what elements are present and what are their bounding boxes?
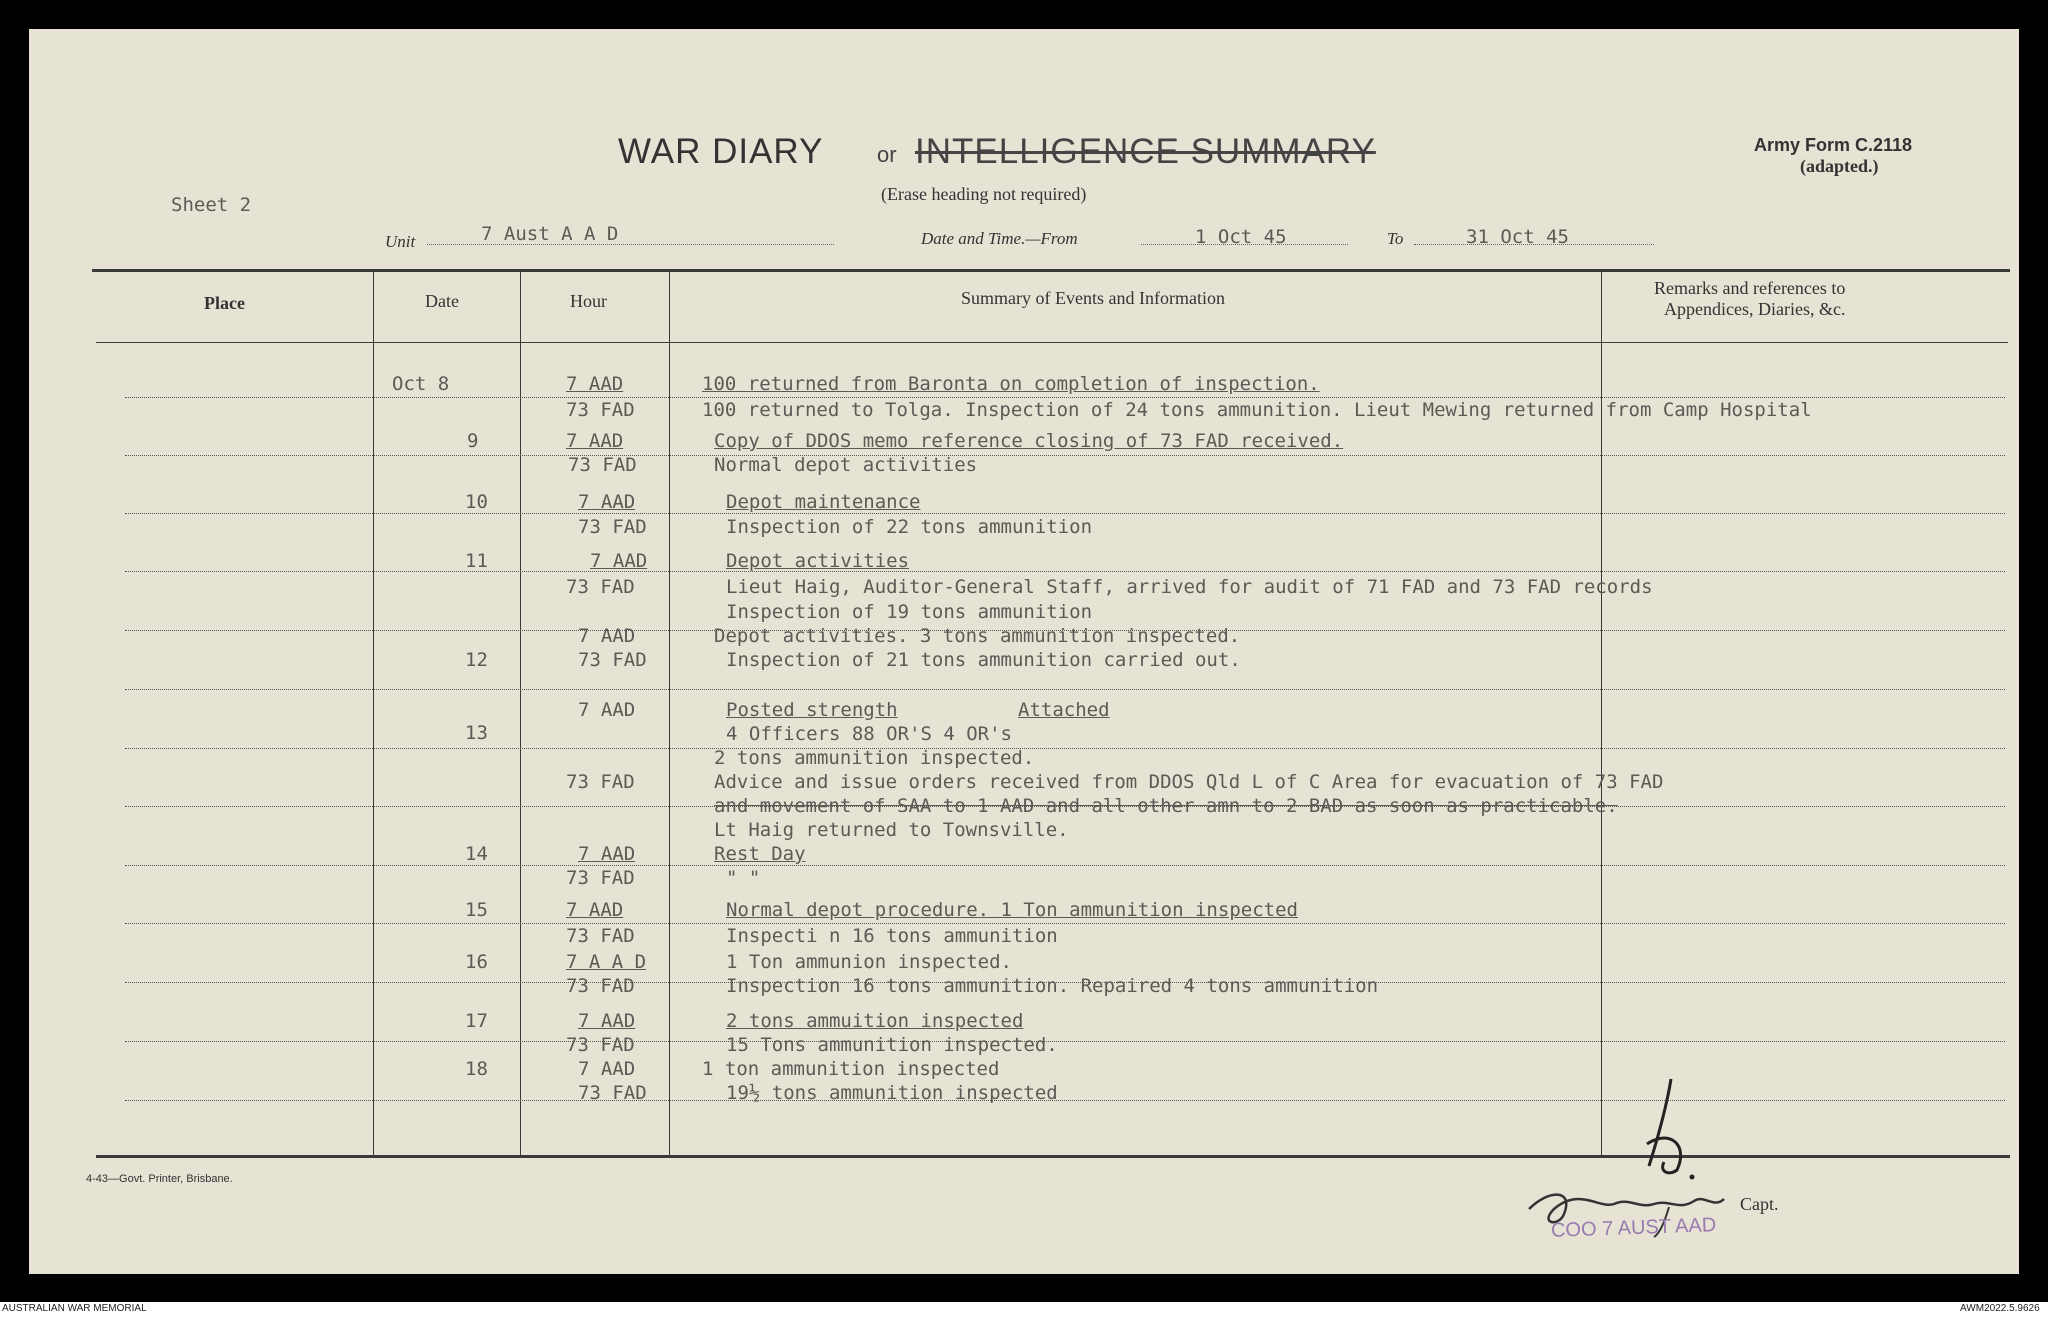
entry-summary: Depot activities. 3 tons ammunition inspected.	[714, 625, 1241, 647]
entry-summary: 2 tons ammunition inspected.	[714, 747, 1035, 769]
entry-date: 10	[465, 491, 488, 513]
army-form-label: Army Form C.2118	[1754, 135, 1913, 155]
entry-unit: 7 AAD	[578, 1058, 636, 1080]
archive-name: AUSTRALIAN WAR MEMORIAL	[2, 1303, 147, 1314]
entry-date: Oct 8	[392, 373, 450, 395]
entry-summary: " "	[726, 867, 761, 889]
entry-summary: Depot maintenance	[726, 491, 921, 513]
entry-unit: 7 AAD	[578, 491, 636, 513]
title-intelligence-summary: INTELLIGENCE SUMMARY	[915, 132, 1376, 171]
entry-unit: 73 FAD	[568, 454, 637, 476]
entry-date: 12	[465, 649, 488, 671]
sheet-number: Sheet 2	[171, 194, 252, 216]
col-hour: Hour	[570, 291, 607, 311]
unit-value: 7 Aust A A D	[481, 223, 619, 245]
signature-rank: Capt.	[1740, 1194, 1779, 1214]
entry-unit: 73 FAD	[566, 399, 635, 421]
entry-summary: 4 Officers 88 OR'S 4 OR's	[726, 723, 1012, 745]
adapted-label: (adapted.)	[1800, 156, 1879, 176]
entry-summary: 2 tons ammuition inspected	[726, 1010, 1024, 1032]
entry-date: 16	[465, 951, 488, 973]
entry-date: 14	[465, 843, 488, 865]
entry-unit: 73 FAD	[566, 1034, 635, 1056]
entry-summary: 19½ tons ammunition inspected	[726, 1082, 1058, 1104]
entry-unit: 73 FAD	[578, 649, 647, 671]
entry-posted-strength: Posted strength	[726, 699, 898, 721]
entry-summary: 1 ton ammunition inspected	[702, 1058, 1000, 1080]
entry-unit: 73 FAD	[578, 1082, 647, 1104]
entry-date: 15	[465, 899, 488, 921]
entry-summary: Inspection of 22 tons ammunition	[726, 516, 1093, 538]
entry-summary: Normal depot activities	[714, 454, 978, 476]
entry-summary: Lt Haig returned to Townsville.	[714, 819, 1069, 841]
entry-unit: 7 AAD	[578, 699, 636, 721]
entry-date: 17	[465, 1010, 488, 1032]
entry-summary: Inspection of 21 tons ammunition carried out.	[726, 649, 1241, 671]
entry-summary: Rest Day	[714, 843, 806, 865]
initials-mark	[1629, 1074, 1719, 1184]
entry-unit: 73 FAD	[566, 771, 635, 793]
entry-summary: Lieut Haig, Auditor-General Staff, arrived for audit of 71 FAD and 73 FAD records	[726, 576, 1653, 598]
entry-attached: Attached	[1018, 699, 1110, 721]
entry-summary: and movement of SAA to 1 AAD and all other amn to 2 BAD as soon as practicable.	[714, 795, 1618, 817]
entry-unit: 7 AAD	[578, 1010, 636, 1032]
to-label: To	[1387, 229, 1404, 248]
title-or: or	[877, 142, 897, 167]
entry-summary: Depot activities	[726, 550, 910, 572]
entry-summary: Inspection 16 tons ammunition. Repaired 4 tons ammunition	[726, 975, 1379, 997]
entry-summary: Copy of DDOS memo reference closing of 73 FAD received.	[714, 430, 1344, 452]
entry-summary: Advice and issue orders received from DDOS Qld L of C Area for evacuation of 73 FAD	[714, 771, 1664, 793]
entry-summary: Inspection of 19 tons ammunition	[726, 601, 1093, 623]
entry-unit: 73 FAD	[566, 576, 635, 598]
entry-unit: 7 AAD	[578, 843, 636, 865]
col-remarks-line2: Appendices, Diaries, &c.	[1664, 299, 1846, 319]
entry-unit: 7 AAD	[566, 373, 624, 395]
accession-number: AWM2022.5.9626	[1960, 1303, 2040, 1314]
entry-unit: 7 AAD	[590, 550, 648, 572]
entry-summary: Normal depot procedure. 1 Ton ammunition inspected	[726, 899, 1298, 921]
entry-unit: 73 FAD	[566, 867, 635, 889]
entry-summary: 100 returned to Tolga. Inspection of 24 tons ammunition. Lieut Mewing returned from Camp Hospital	[702, 399, 1812, 421]
date-to-value: 31 Oct 45	[1466, 226, 1569, 248]
entry-unit: 7 AAD	[566, 899, 624, 921]
entry-summary: 100 returned from Baronta on completion of inspection.	[702, 373, 1320, 395]
col-remarks-line1: Remarks and references to	[1654, 278, 1846, 298]
entry-unit: 73 FAD	[566, 925, 635, 947]
printer-imprint: 4-43—Govt. Printer, Brisbane.	[86, 1173, 233, 1185]
entry-date: 13	[465, 722, 488, 744]
col-place: Place	[204, 293, 245, 313]
unit-stamp: COO 7 AUST AAD	[1550, 1214, 1717, 1242]
entry-unit: 73 FAD	[566, 975, 635, 997]
entry-unit: 73 FAD	[578, 516, 647, 538]
entry-summary: 1 Ton ammunion inspected.	[726, 951, 1012, 973]
entry-date: 11	[465, 550, 488, 572]
date-time-label: Date and Time.—From	[921, 229, 1078, 248]
erase-note: (Erase heading not required)	[881, 184, 1087, 204]
entry-summary: 15 Tons ammunition inspected.	[726, 1034, 1058, 1056]
date-from-value: 1 Oct 45	[1195, 226, 1287, 248]
archive-footer-bar	[0, 1302, 2048, 1317]
entry-date: 9	[467, 430, 479, 452]
unit-label: Unit	[385, 232, 416, 251]
entry-date: 18	[465, 1058, 488, 1080]
col-summary: Summary of Events and Information	[961, 288, 1225, 308]
entry-summary: Inspecti n 16 tons ammunition	[726, 925, 1058, 947]
entry-unit: 7 AAD	[566, 430, 624, 452]
title-war-diary: WAR DIARY	[618, 132, 824, 171]
entry-unit: 7 AAD	[578, 625, 636, 647]
col-date: Date	[425, 291, 459, 311]
war-diary-sheet	[29, 29, 2019, 1274]
entry-unit: 7 A A D	[566, 951, 647, 973]
